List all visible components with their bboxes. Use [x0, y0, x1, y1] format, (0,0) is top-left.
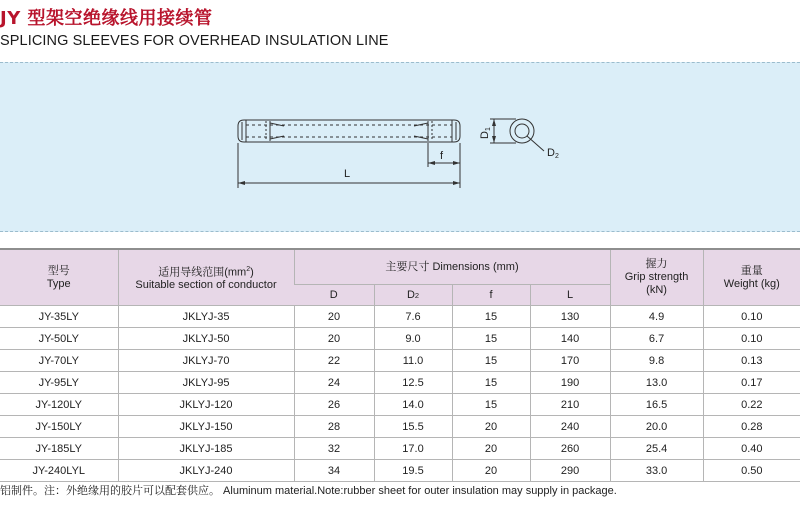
cell-d: 22: [294, 350, 374, 372]
cell-f: 15: [452, 372, 530, 394]
cell-l: 190: [530, 372, 610, 394]
table-row: [0, 306, 800, 328]
cell-type: JY-95LY: [0, 372, 118, 394]
cell-type: JY-240LYL: [0, 460, 118, 482]
header-section-en: Suitable section of conductor: [135, 279, 277, 292]
cell-grip: 16.5: [610, 394, 703, 416]
cell-grip: 13.0: [610, 372, 703, 394]
footnote: 铝制件。注：外绝缘用的胶片可以配套供应。 Aluminum material.Note:rubber sheet for outer insulation may supply in package.: [0, 485, 617, 497]
end-view-inner-circle: [515, 124, 529, 138]
table-row: [0, 416, 800, 438]
table-row: [0, 350, 800, 372]
cell-d: 20: [294, 306, 374, 328]
header-grip-en: Grip strength: [624, 271, 689, 283]
cell-f: 15: [452, 306, 530, 328]
table-row: [0, 438, 800, 460]
cell-f: 20: [452, 438, 530, 460]
cell-l: 240: [530, 416, 610, 438]
cell-weight: 0.10: [703, 306, 800, 328]
sleeve-diagram: [0, 63, 800, 231]
cell-grip: 25.4: [610, 438, 703, 460]
cell-f: 20: [452, 416, 530, 438]
cell-l: 130: [530, 306, 610, 328]
cell-d2: 19.5: [374, 460, 452, 482]
cell-type: JY-70LY: [0, 350, 118, 372]
cell-d2: 17.0: [374, 438, 452, 460]
cell-l: 290: [530, 460, 610, 482]
table-row: [0, 394, 800, 416]
cell-l: 140: [530, 328, 610, 350]
label-d1: D: [479, 131, 491, 139]
cell-f: 20: [452, 460, 530, 482]
cell-type: JY-185LY: [0, 438, 118, 460]
cell-weight: 0.28: [703, 416, 800, 438]
cell-d2: 12.5: [374, 372, 452, 394]
cell-type: JY-120LY: [0, 394, 118, 416]
cell-d: 26: [294, 394, 374, 416]
cell-section: JKLYJ-150: [118, 416, 294, 438]
header-dimensions: 主要尺寸 Dimensions (mm): [294, 249, 610, 285]
header-d2: D2: [374, 285, 452, 306]
cell-grip: 9.8: [610, 350, 703, 372]
header-l: L: [530, 285, 610, 306]
cell-d: 24: [294, 372, 374, 394]
header-type: [0, 249, 118, 306]
label-d2: D: [547, 147, 555, 159]
cell-d: 34: [294, 460, 374, 482]
table-row: [0, 372, 800, 394]
header-type-cn: 型号: [47, 264, 70, 277]
table-row: [0, 328, 800, 350]
table-row: [0, 460, 800, 482]
cell-section: JKLYJ-120: [118, 394, 294, 416]
cell-d2: 9.0: [374, 328, 452, 350]
cell-section: JKLYJ-35: [118, 306, 294, 328]
cell-grip: 4.9: [610, 306, 703, 328]
header-weight-en: Weight (kg): [723, 277, 780, 290]
page-title-en: SPLICING SLEEVES FOR OVERHEAD INSULATION LINE: [0, 33, 389, 49]
cell-d: 28: [294, 416, 374, 438]
header-grip: [610, 249, 703, 306]
cell-d2: 14.0: [374, 394, 452, 416]
header-section-cn: 适用导线范围$(mm^2)$: [158, 265, 254, 279]
cell-grip: 6.7: [610, 328, 703, 350]
cell-section: JKLYJ-95: [118, 372, 294, 394]
cell-l: 210: [530, 394, 610, 416]
cell-grip: 33.0: [610, 460, 703, 482]
cell-f: 15: [452, 394, 530, 416]
header-section: [118, 249, 294, 306]
d2-leader-line: [527, 136, 544, 151]
cell-d2: 15.5: [374, 416, 452, 438]
cell-f: 15: [452, 328, 530, 350]
cell-weight: 0.13: [703, 350, 800, 372]
header-d: D: [294, 285, 374, 306]
cell-l: 260: [530, 438, 610, 460]
product-drawing: [0, 62, 800, 232]
cell-type: JY-35LY: [0, 306, 118, 328]
cell-weight: 0.22: [703, 394, 800, 416]
spec-table-body: [0, 306, 800, 482]
cell-d: 32: [294, 438, 374, 460]
cell-section: JKLYJ-185: [118, 438, 294, 460]
cell-section: JKLYJ-70: [118, 350, 294, 372]
label-l: L: [344, 168, 351, 180]
cell-type: JY-150LY: [0, 416, 118, 438]
cell-section: JKLYJ-50: [118, 328, 294, 350]
cell-grip: 20.0: [610, 416, 703, 438]
header-weight-cn: 重量: [740, 264, 763, 277]
header-type-en: Type: [46, 277, 71, 290]
label-d2-sub: 2: [555, 153, 559, 160]
cell-weight: 0.10: [703, 328, 800, 350]
cell-weight: 0.50: [703, 460, 800, 482]
header-f: f: [452, 285, 530, 306]
cell-d: 20: [294, 328, 374, 350]
header-grip-unit: (kN): [646, 284, 667, 296]
header-grip-cn: 握力: [645, 258, 668, 270]
cell-weight: 0.17: [703, 372, 800, 394]
cell-d2: 7.6: [374, 306, 452, 328]
cell-section: JKLYJ-240: [118, 460, 294, 482]
page-title-cn: JY 型架空绝缘线用接续管: [0, 8, 213, 29]
cell-l: 170: [530, 350, 610, 372]
header-weight: [703, 249, 800, 306]
spec-table: [0, 248, 800, 482]
label-d1-sub: 1: [485, 127, 492, 131]
cell-weight: 0.40: [703, 438, 800, 460]
label-f: f: [440, 150, 444, 162]
cell-f: 15: [452, 350, 530, 372]
cell-type: JY-50LY: [0, 328, 118, 350]
cell-d2: 11.0: [374, 350, 452, 372]
